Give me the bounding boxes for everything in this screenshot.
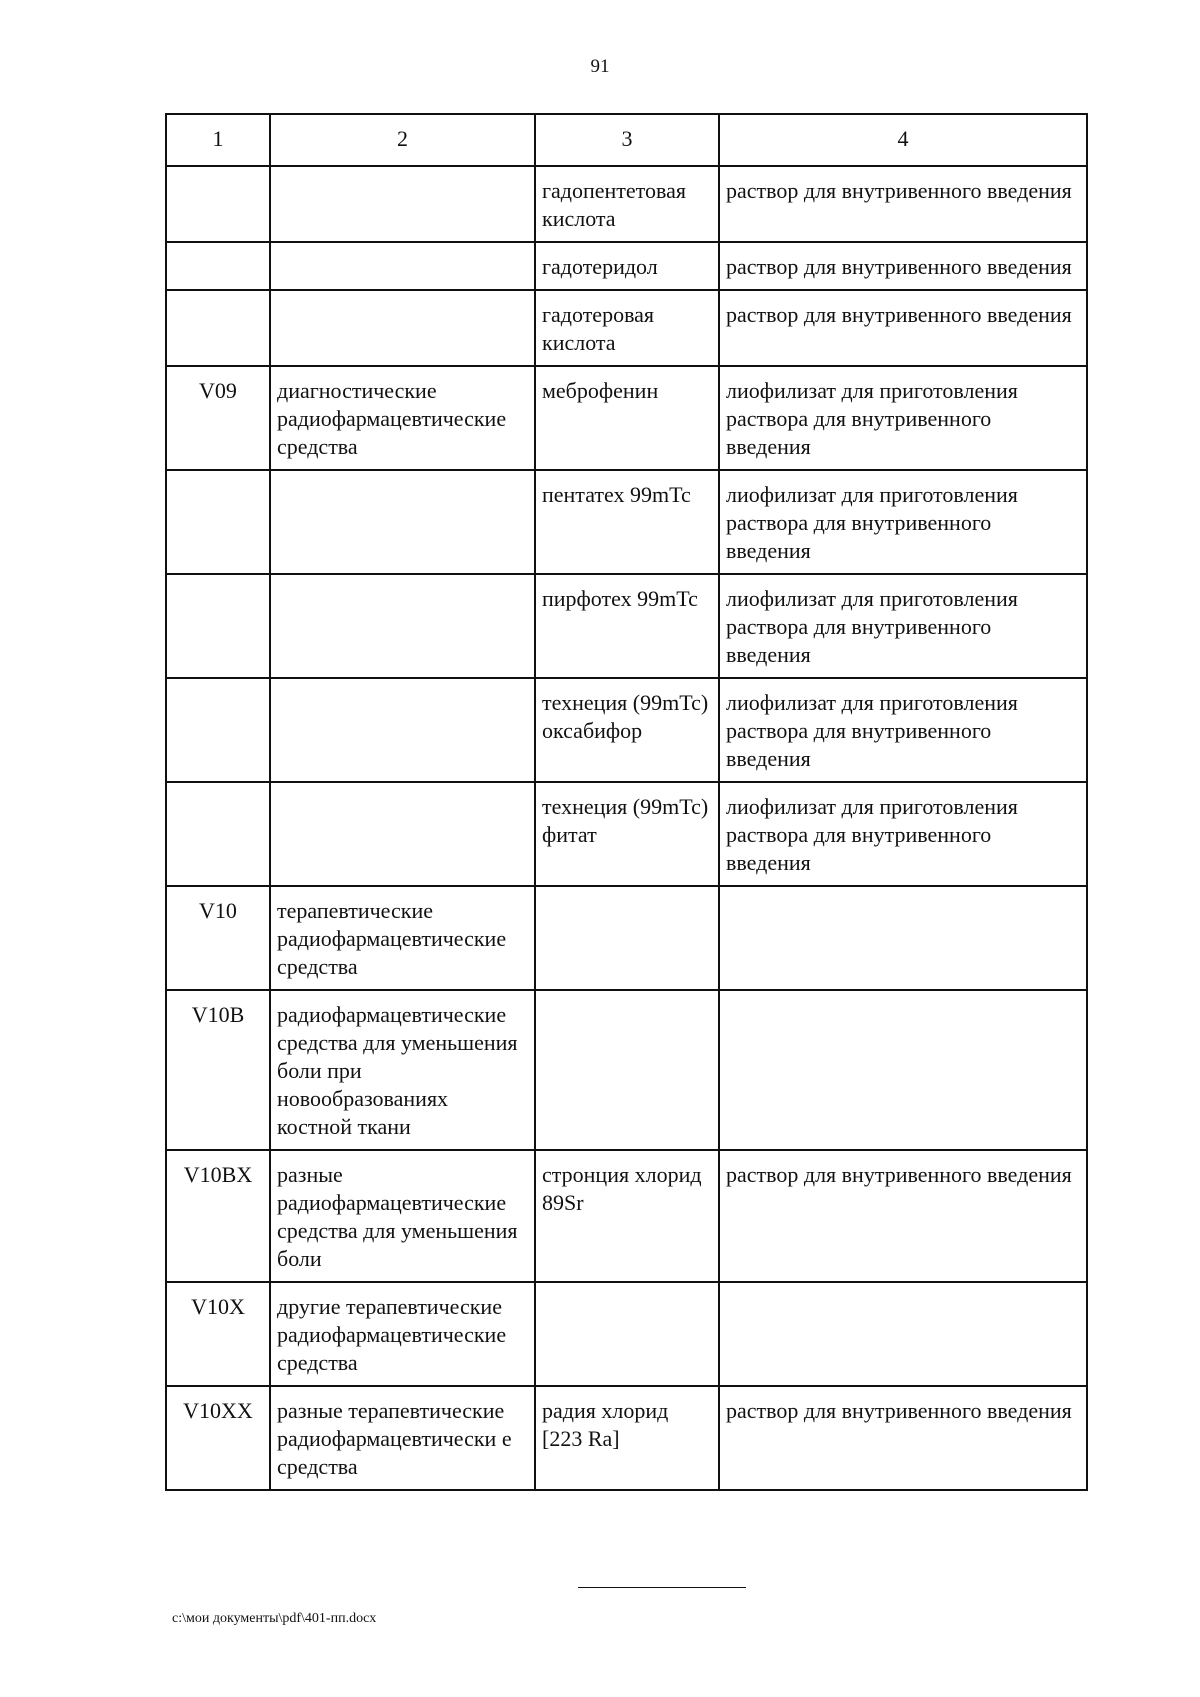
dosage-form-cell: раствор для внутривенного введения	[719, 290, 1087, 366]
atc-code-cell	[166, 290, 270, 366]
table-header-row	[166, 114, 1087, 166]
atc-code-cell	[166, 166, 270, 242]
table-row	[166, 678, 1087, 782]
page-number: 91	[590, 56, 610, 77]
atc-code-cell	[166, 470, 270, 574]
group-name-cell	[270, 470, 535, 574]
dosage-form-cell: лиофилизат для приготовления раствора для внутривенного введения	[719, 678, 1087, 782]
table-row	[166, 1282, 1087, 1386]
drug-name-cell	[535, 886, 719, 990]
drug-table	[165, 113, 1088, 1491]
dosage-form-cell: раствор для внутривенного введения	[719, 166, 1087, 242]
atc-code-cell: V10	[166, 886, 270, 990]
drug-name-cell: гадопентетовая кислота	[535, 166, 719, 242]
group-name-cell: радиофармацевтические средства для уменьшения боли при новообразованиях костной ткани	[270, 990, 535, 1150]
atc-code-cell	[166, 782, 270, 886]
table-row	[166, 574, 1087, 678]
atc-code-cell	[166, 678, 270, 782]
dosage-form-cell: лиофилизат для приготовления раствора для внутривенного введения	[719, 470, 1087, 574]
column-header: 3	[535, 114, 719, 166]
table-row	[166, 990, 1087, 1150]
drug-name-cell	[535, 990, 719, 1150]
column-header: 4	[719, 114, 1087, 166]
table-row	[166, 242, 1087, 290]
drug-name-cell: пирфотех 99mTc	[535, 574, 719, 678]
atc-code-cell: V10B	[166, 990, 270, 1150]
group-name-cell	[270, 574, 535, 678]
table-row	[166, 290, 1087, 366]
group-name-cell	[270, 678, 535, 782]
drug-name-cell: пентатех 99mTc	[535, 470, 719, 574]
footer-file-path: c:\мои документы\pdf\401-пп.docx	[172, 1611, 377, 1626]
group-name-cell: другие терапевтические радиофармацевтические средства	[270, 1282, 535, 1386]
drug-name-cell: меброфенин	[535, 366, 719, 470]
group-name-cell	[270, 166, 535, 242]
drug-name-cell: стронция хлорид 89Sr	[535, 1150, 719, 1282]
dosage-form-cell: лиофилизат для приготовления раствора для внутривенного введения	[719, 782, 1087, 886]
drug-name-cell: гадотеровая кислота	[535, 290, 719, 366]
group-name-cell: разные терапевтические радиофармацевтически е средства	[270, 1386, 535, 1490]
atc-code-cell: V10BX	[166, 1150, 270, 1282]
group-name-cell	[270, 782, 535, 886]
atc-code-cell	[166, 574, 270, 678]
dosage-form-cell	[719, 990, 1087, 1150]
atc-code-cell: V09	[166, 366, 270, 470]
table-row	[166, 886, 1087, 990]
drug-name-cell	[535, 1282, 719, 1386]
group-name-cell: терапевтические радиофармацевтические средства	[270, 886, 535, 990]
dosage-form-cell: раствор для внутривенного введения	[719, 1386, 1087, 1490]
column-header: 2	[270, 114, 535, 166]
table-row	[166, 782, 1087, 886]
group-name-cell	[270, 242, 535, 290]
table-row	[166, 470, 1087, 574]
table-row	[166, 1386, 1087, 1490]
atc-code-cell: V10XX	[166, 1386, 270, 1490]
drug-name-cell: технеция (99mTc) оксабифор	[535, 678, 719, 782]
column-header: 1	[166, 114, 270, 166]
group-name-cell: разные радиофармацевтические средства для уменьшения боли	[270, 1150, 535, 1282]
dosage-form-cell: раствор для внутривенного введения	[719, 242, 1087, 290]
dosage-form-cell: раствор для внутривенного введения	[719, 1150, 1087, 1282]
dosage-form-cell	[719, 1282, 1087, 1386]
drug-name-cell: технеция (99mTc) фитат	[535, 782, 719, 886]
group-name-cell	[270, 290, 535, 366]
drug-name-cell: гадотеридол	[535, 242, 719, 290]
dosage-form-cell: лиофилизат для приготовления раствора для внутривенного введения	[719, 366, 1087, 470]
table-row	[166, 166, 1087, 242]
table-row	[166, 366, 1087, 470]
atc-code-cell: V10X	[166, 1282, 270, 1386]
dosage-form-cell	[719, 886, 1087, 990]
dosage-form-cell: лиофилизат для приготовления раствора для внутривенного введения	[719, 574, 1087, 678]
drug-name-cell: радия хлорид [223 Ra]	[535, 1386, 719, 1490]
footer-divider	[578, 1587, 746, 1588]
atc-code-cell	[166, 242, 270, 290]
table-row	[166, 1150, 1087, 1282]
group-name-cell: диагностические радиофармацевтические средства	[270, 366, 535, 470]
